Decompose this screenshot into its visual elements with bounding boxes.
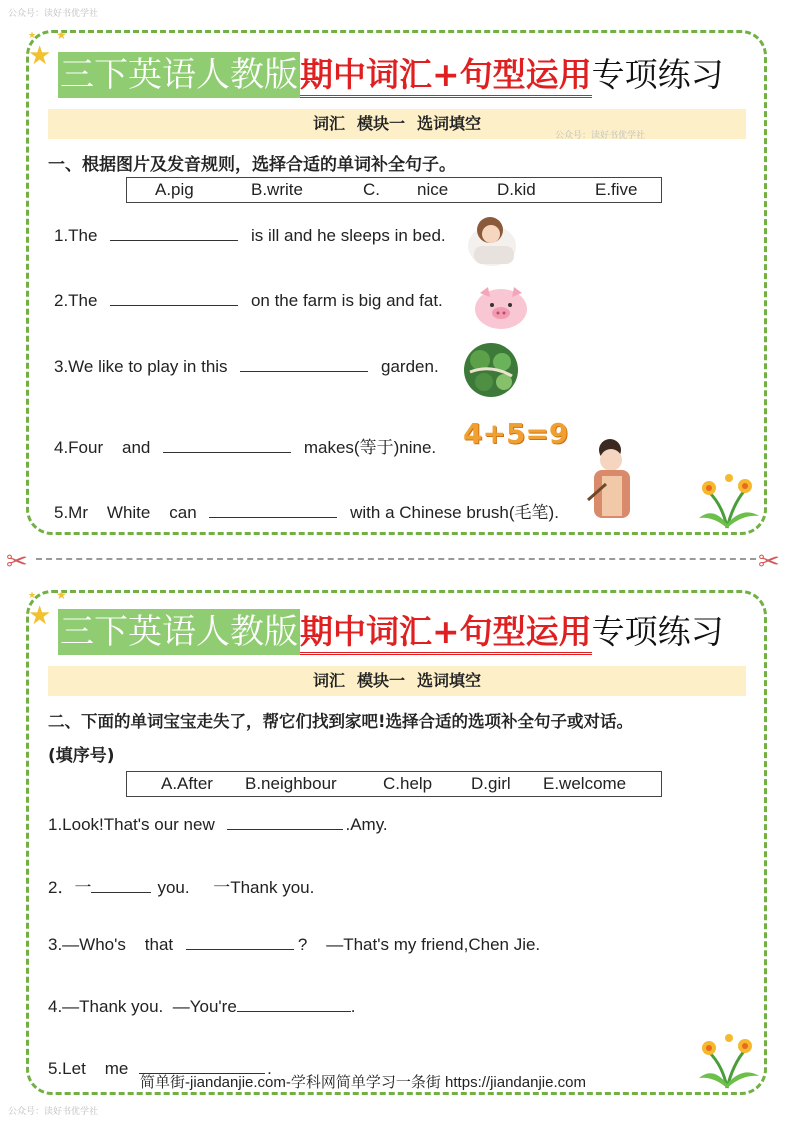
question-text: 1.The — [54, 226, 98, 245]
sheet-title — [58, 52, 724, 98]
question-text: 2.The — [54, 291, 98, 310]
star-icon: ★ — [28, 40, 52, 70]
answer-blank[interactable] — [186, 933, 294, 950]
worksheet-panel-1 — [26, 30, 767, 535]
star-icon: ★ — [28, 30, 37, 40]
question-1 — [48, 813, 388, 835]
star-icon: ★ — [28, 590, 37, 600]
flower-icon — [693, 1030, 763, 1090]
star-icon: ★ — [28, 600, 52, 630]
scissors-icon: ✂ — [758, 546, 780, 576]
answer-blank[interactable] — [163, 436, 291, 453]
title-red: 期中词汇+句型运用 — [300, 52, 592, 98]
instruction-note: (填序号) — [48, 746, 115, 766]
question-text: 4.—Thank you. —You're — [48, 997, 237, 1016]
question-text: 2．一 — [48, 878, 92, 897]
option: E.five — [595, 180, 638, 199]
girl-writing-icon — [584, 436, 640, 524]
question-text: with a Chinese brush(毛笔). — [350, 503, 559, 522]
sub-label: 模块一 — [356, 671, 405, 690]
watermark-top: 公众号：读好书优学社 — [8, 9, 99, 19]
question-2 — [48, 873, 314, 898]
watermark-bottom: 公众号：读好书优学社 — [8, 1107, 99, 1117]
question-text: makes(等于)nine. — [303, 438, 437, 457]
question-text: you. 一Thank you. — [157, 878, 315, 897]
title-green: 三下英语人教版 — [58, 52, 300, 98]
garden-icon — [460, 342, 522, 398]
footer-link[interactable]: 简单街-jiandanjie.com-学科网简单学习一条街 https://jiandanjie.com — [140, 1074, 586, 1091]
option: E.welcome — [543, 774, 627, 793]
question-text: 1.Look!That's our new — [48, 815, 215, 834]
answer-blank[interactable] — [237, 995, 351, 1012]
sleeping-child-icon — [466, 208, 518, 268]
option: nice — [417, 180, 449, 199]
option: B.write — [251, 180, 303, 199]
star-icon: ★ — [56, 588, 67, 602]
pig-icon — [470, 283, 532, 333]
answer-blank[interactable] — [110, 224, 238, 241]
word-options-box — [126, 177, 662, 203]
question-5 — [54, 498, 559, 523]
sub-label: 选词填空 — [417, 114, 482, 133]
question-2 — [54, 289, 443, 311]
sheet-title — [58, 609, 724, 655]
watermark-mid: 公众号：读好书优学社 — [555, 131, 646, 141]
option: D.girl — [471, 774, 511, 793]
sub-label: 词汇 — [312, 114, 345, 133]
option: A.pig — [155, 180, 194, 199]
question-text: 3.We like to play in this — [54, 357, 228, 376]
word-options-box — [126, 771, 662, 797]
option: A.After — [161, 774, 213, 793]
question-3 — [48, 933, 540, 955]
question-text: on the farm is big and fat. — [250, 291, 443, 310]
answer-blank[interactable] — [227, 813, 343, 830]
question-text: is ill and he sleeps in bed. — [250, 226, 446, 245]
option: B.neighbour — [245, 774, 337, 793]
title-green: 三下英语人教版 — [58, 609, 300, 655]
math-equation-image: 4+5=9 — [463, 417, 569, 450]
star-icon: ★ — [56, 28, 67, 42]
question-3 — [54, 355, 439, 377]
question-text: 5.Mr White can — [54, 503, 197, 522]
option: D.kid — [497, 180, 536, 199]
sub-label: 词汇 — [312, 671, 345, 690]
question-4 — [54, 433, 436, 458]
cut-line — [36, 558, 756, 560]
title-red: 期中词汇+句型运用 — [300, 609, 592, 655]
answer-blank[interactable] — [209, 501, 337, 518]
instruction: 一、根据图片及发音规则，选择合适的单词补全句子。 — [48, 155, 456, 175]
question-text: 3.—Who's that — [48, 935, 174, 954]
answer-blank[interactable] — [110, 289, 238, 306]
section-bar — [48, 666, 746, 696]
sub-label: 模块一 — [356, 114, 405, 133]
sub-label: 选词填空 — [417, 671, 482, 690]
flower-icon — [693, 470, 763, 530]
question-1 — [54, 224, 446, 246]
answer-blank[interactable] — [240, 355, 368, 372]
scissors-icon: ✂ — [6, 546, 28, 576]
question-4 — [48, 995, 356, 1017]
question-text: . — [350, 997, 356, 1016]
option: C. — [363, 180, 380, 199]
answer-blank[interactable] — [91, 876, 151, 893]
option: C.help — [383, 774, 433, 793]
instruction: 二、下面的单词宝宝走失了，帮它们找到家吧!选择合适的选项补全句子或对话。 — [48, 712, 634, 731]
question-text: ? —That's my friend,Chen Jie. — [297, 935, 541, 954]
question-text: .Amy. — [345, 815, 388, 834]
title-black: 专项练习 — [591, 612, 724, 651]
title-black: 专项练习 — [591, 55, 724, 94]
question-text: 5.Let me — [48, 1059, 129, 1078]
question-text: . — [267, 1059, 272, 1078]
question-text: 4.Four and — [54, 438, 151, 457]
question-text: garden. — [381, 357, 439, 376]
